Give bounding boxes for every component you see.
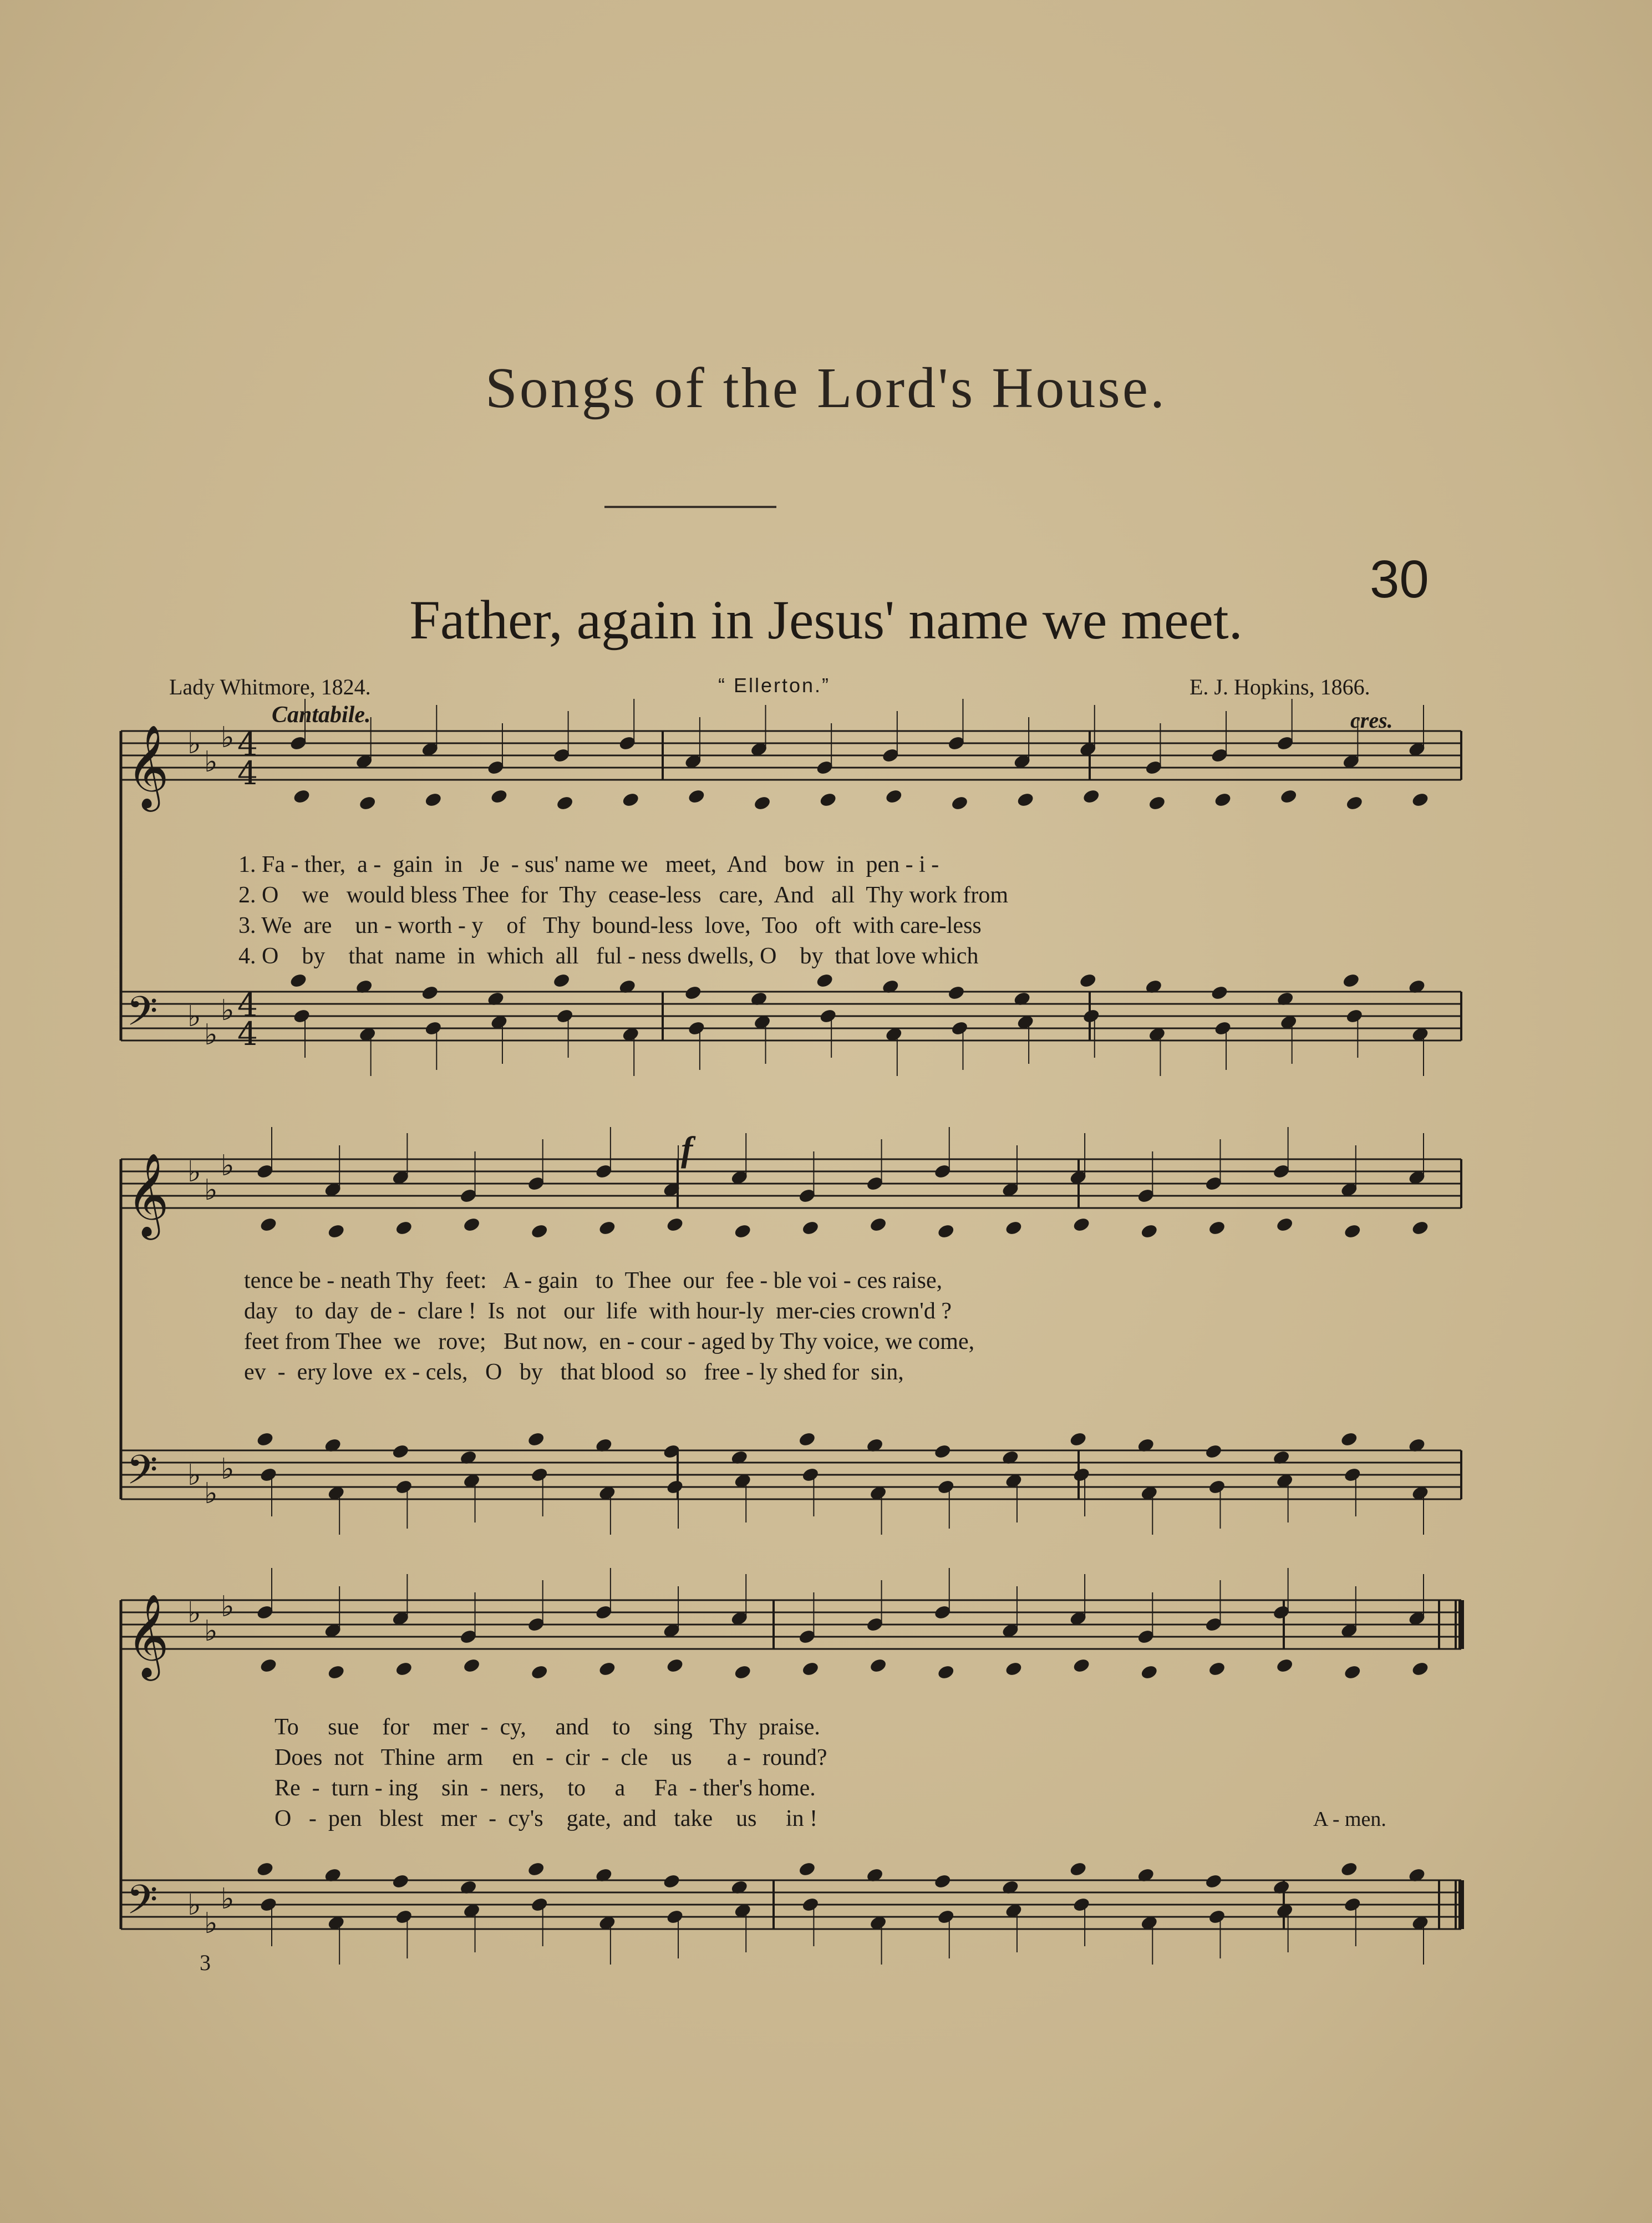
alto-note bbox=[1208, 1661, 1227, 1677]
alto-note bbox=[665, 1657, 684, 1674]
crescendo-marking: cres. bbox=[1350, 708, 1393, 733]
alto-note bbox=[1411, 791, 1430, 808]
lyric-line: O - pen blest mer - cy's gate, and take us in ! bbox=[275, 1806, 818, 1831]
tenor-note bbox=[947, 984, 966, 1001]
tenor-note bbox=[1340, 1431, 1359, 1448]
alto-note bbox=[259, 1216, 278, 1233]
lyric-line: 3. We are un - worth - y of Thy bound-less love, Too oft with care-less bbox=[238, 913, 982, 938]
alto-note bbox=[869, 1657, 888, 1674]
alto-note bbox=[1004, 1220, 1023, 1236]
alto-note bbox=[358, 795, 377, 811]
alto-note bbox=[462, 1657, 481, 1674]
alto-note bbox=[1082, 788, 1101, 805]
time-signature: 4 bbox=[237, 986, 258, 1024]
lyric-line: Re - turn - ing sin - ners, to a Fa - ther's home. bbox=[275, 1775, 816, 1801]
flat-icon: ♭ bbox=[204, 1174, 218, 1207]
tenor-note bbox=[391, 1443, 410, 1460]
tenor-note bbox=[797, 1861, 816, 1877]
alto-note bbox=[394, 1220, 413, 1236]
bass-clef-icon: 𝄢 bbox=[126, 1876, 158, 1933]
alto-note bbox=[1275, 1216, 1294, 1233]
lyric-line: 1. Fa - ther, a - gain in Je - sus' name we meet, And bow in pen - i - bbox=[238, 852, 939, 877]
alto-note bbox=[1072, 1216, 1091, 1233]
bass-note bbox=[801, 1896, 820, 1913]
alto-note bbox=[1411, 1661, 1430, 1677]
alto-note bbox=[733, 1223, 752, 1240]
bass-note bbox=[937, 1479, 955, 1495]
bass-note bbox=[1213, 1020, 1232, 1037]
bass-note bbox=[292, 1008, 311, 1024]
page-signature: 3 bbox=[200, 1950, 211, 1975]
flat-icon: ♭ bbox=[187, 727, 201, 760]
alto-note bbox=[292, 788, 311, 805]
alto-note bbox=[556, 795, 575, 811]
tenor-note bbox=[256, 1431, 275, 1448]
tenor-note bbox=[662, 1873, 681, 1890]
bass-note bbox=[687, 1020, 706, 1037]
bass-clef-icon: 𝄢 bbox=[126, 987, 158, 1044]
alto-note bbox=[950, 795, 969, 811]
alto-note bbox=[621, 791, 640, 808]
tune-name: “ Ellerton.” bbox=[718, 674, 831, 697]
alto-note bbox=[1140, 1223, 1158, 1240]
forte-marking: f bbox=[681, 1129, 693, 1169]
hymn-title: Father, again in Jesus' name we meet. bbox=[409, 589, 1243, 651]
alto-note bbox=[753, 795, 772, 811]
flat-icon: ♭ bbox=[221, 721, 235, 754]
tenor-note bbox=[815, 972, 834, 989]
flat-icon: ♭ bbox=[187, 1459, 201, 1492]
time-signature: 4 bbox=[237, 754, 258, 792]
tenor-note bbox=[391, 1873, 410, 1890]
tenor-note bbox=[684, 984, 703, 1001]
alto-note bbox=[1345, 795, 1364, 811]
composer-credit: E. J. Hopkins, 1866. bbox=[1190, 674, 1370, 699]
alto-note bbox=[327, 1664, 345, 1681]
tenor-note bbox=[527, 1431, 546, 1448]
tenor-note bbox=[1341, 972, 1360, 989]
bass-note bbox=[394, 1909, 413, 1925]
alto-note bbox=[394, 1661, 413, 1677]
alto-note bbox=[1004, 1661, 1023, 1677]
bass-note bbox=[801, 1466, 820, 1483]
flat-icon: ♭ bbox=[187, 1155, 201, 1189]
treble-clef-icon: 𝄞 bbox=[126, 724, 169, 808]
alto-note bbox=[530, 1664, 549, 1681]
flat-icon: ♭ bbox=[187, 1596, 201, 1630]
treble-clef-icon: 𝄞 bbox=[126, 1593, 169, 1677]
alto-note bbox=[819, 791, 837, 808]
alto-note bbox=[1208, 1220, 1227, 1236]
alto-note bbox=[530, 1223, 549, 1240]
tenor-note bbox=[1079, 972, 1097, 989]
bass-note bbox=[1072, 1896, 1091, 1913]
alto-note bbox=[937, 1223, 955, 1240]
bass-note bbox=[1208, 1909, 1227, 1925]
tenor-note bbox=[552, 972, 571, 989]
alto-note bbox=[424, 791, 443, 808]
lyric-line: feet from Thee we rove; But now, en - cour - aged by Thy voice, we come, bbox=[244, 1329, 975, 1354]
tenor-note bbox=[527, 1861, 546, 1877]
alto-note bbox=[1411, 1220, 1430, 1236]
flat-icon: ♭ bbox=[187, 1889, 201, 1922]
bass-note bbox=[1345, 1008, 1364, 1024]
tenor-note bbox=[1204, 1443, 1223, 1460]
running-title: Songs of the Lord's House. bbox=[485, 356, 1167, 420]
alto-note bbox=[327, 1223, 345, 1240]
bass-note bbox=[950, 1020, 969, 1037]
bass-note bbox=[1343, 1466, 1362, 1483]
alto-note bbox=[1343, 1223, 1362, 1240]
bass-note bbox=[394, 1479, 413, 1495]
tenor-note bbox=[933, 1873, 952, 1890]
tenor-note bbox=[256, 1861, 275, 1877]
alto-note bbox=[490, 788, 509, 805]
bass-note bbox=[1072, 1466, 1091, 1483]
bass-note bbox=[530, 1466, 549, 1483]
lyric-line: 2. O we would bless Thee for Thy cease-less care, And all Thy work from bbox=[238, 882, 1009, 908]
flat-icon: ♭ bbox=[221, 1590, 235, 1623]
alto-note bbox=[1275, 1657, 1294, 1674]
bass-note bbox=[665, 1479, 684, 1495]
alto-note bbox=[1343, 1664, 1362, 1681]
alto-note bbox=[665, 1216, 684, 1233]
flat-icon: ♭ bbox=[204, 1477, 218, 1510]
alto-note bbox=[937, 1664, 955, 1681]
alto-note bbox=[869, 1216, 888, 1233]
tenor-note bbox=[1069, 1861, 1087, 1877]
tenor-note bbox=[1069, 1431, 1087, 1448]
tenor-note bbox=[420, 984, 439, 1001]
lyric-line: tence be - neath Thy feet: A - gain to Thee our fee - ble voi - ces raise, bbox=[244, 1268, 943, 1293]
alto-note bbox=[1279, 788, 1298, 805]
flat-icon: ♭ bbox=[204, 745, 218, 779]
time-signature: 4 bbox=[237, 1015, 258, 1053]
bass-note bbox=[665, 1909, 684, 1925]
tenor-note bbox=[1210, 984, 1229, 1001]
hymn-number: 30 bbox=[1370, 550, 1429, 609]
alto-note bbox=[1213, 791, 1232, 808]
alto-note bbox=[885, 788, 903, 805]
flat-icon: ♭ bbox=[187, 1000, 201, 1033]
bass-note bbox=[556, 1008, 575, 1024]
amen-text: A - men. bbox=[1313, 1808, 1386, 1831]
alto-note bbox=[1140, 1664, 1158, 1681]
alto-note bbox=[687, 788, 706, 805]
alto-note bbox=[1072, 1657, 1091, 1674]
bass-note bbox=[1208, 1479, 1227, 1495]
bass-note bbox=[259, 1466, 278, 1483]
tenor-note bbox=[933, 1443, 952, 1460]
lyric-line: To sue for mer - cy, and to sing Thy praise. bbox=[275, 1714, 820, 1740]
lyric-line: Does not Thine arm en - cir - cle us a - round? bbox=[275, 1745, 827, 1770]
treble-clef-icon: 𝄞 bbox=[126, 1152, 169, 1236]
lyric-line: day to day de - clare ! Is not our life with hour-ly mer-cies crown'd ? bbox=[244, 1298, 952, 1324]
tenor-note bbox=[797, 1431, 816, 1448]
bass-note bbox=[424, 1020, 443, 1037]
flat-icon: ♭ bbox=[204, 1907, 218, 1940]
alto-note bbox=[1147, 795, 1166, 811]
alto-note bbox=[259, 1657, 278, 1674]
alto-note bbox=[462, 1216, 481, 1233]
bass-note bbox=[819, 1008, 837, 1024]
flat-icon: ♭ bbox=[221, 1453, 235, 1486]
flat-icon: ♭ bbox=[221, 1149, 235, 1182]
bass-note bbox=[1343, 1896, 1362, 1913]
alto-note bbox=[733, 1664, 752, 1681]
time-signature: 4 bbox=[237, 725, 258, 763]
flat-icon: ♭ bbox=[204, 1018, 218, 1052]
bass-note bbox=[937, 1909, 955, 1925]
tenor-note bbox=[1204, 1873, 1223, 1890]
alto-note bbox=[598, 1220, 617, 1236]
tenor-note bbox=[1340, 1861, 1359, 1877]
flat-icon: ♭ bbox=[221, 1882, 235, 1916]
tempo-marking: Cantabile. bbox=[272, 702, 371, 728]
tenor-note bbox=[289, 972, 308, 989]
alto-note bbox=[1016, 791, 1035, 808]
flat-icon: ♭ bbox=[221, 994, 235, 1027]
author-credit: Lady Whitmore, 1824. bbox=[169, 674, 371, 699]
flat-icon: ♭ bbox=[204, 1615, 218, 1648]
alto-note bbox=[801, 1661, 820, 1677]
bass-note bbox=[530, 1896, 549, 1913]
bass-note bbox=[1082, 1008, 1101, 1024]
lyric-line: ev - ery love ex - cels, O by that blood so free - ly shed for sin, bbox=[244, 1359, 904, 1385]
alto-note bbox=[598, 1661, 617, 1677]
bass-clef-icon: 𝄢 bbox=[126, 1446, 158, 1503]
alto-note bbox=[801, 1220, 820, 1236]
lyric-line: 4. O by that name in which all ful - ness dwells, O by that love which bbox=[238, 943, 979, 969]
bass-note bbox=[259, 1896, 278, 1913]
